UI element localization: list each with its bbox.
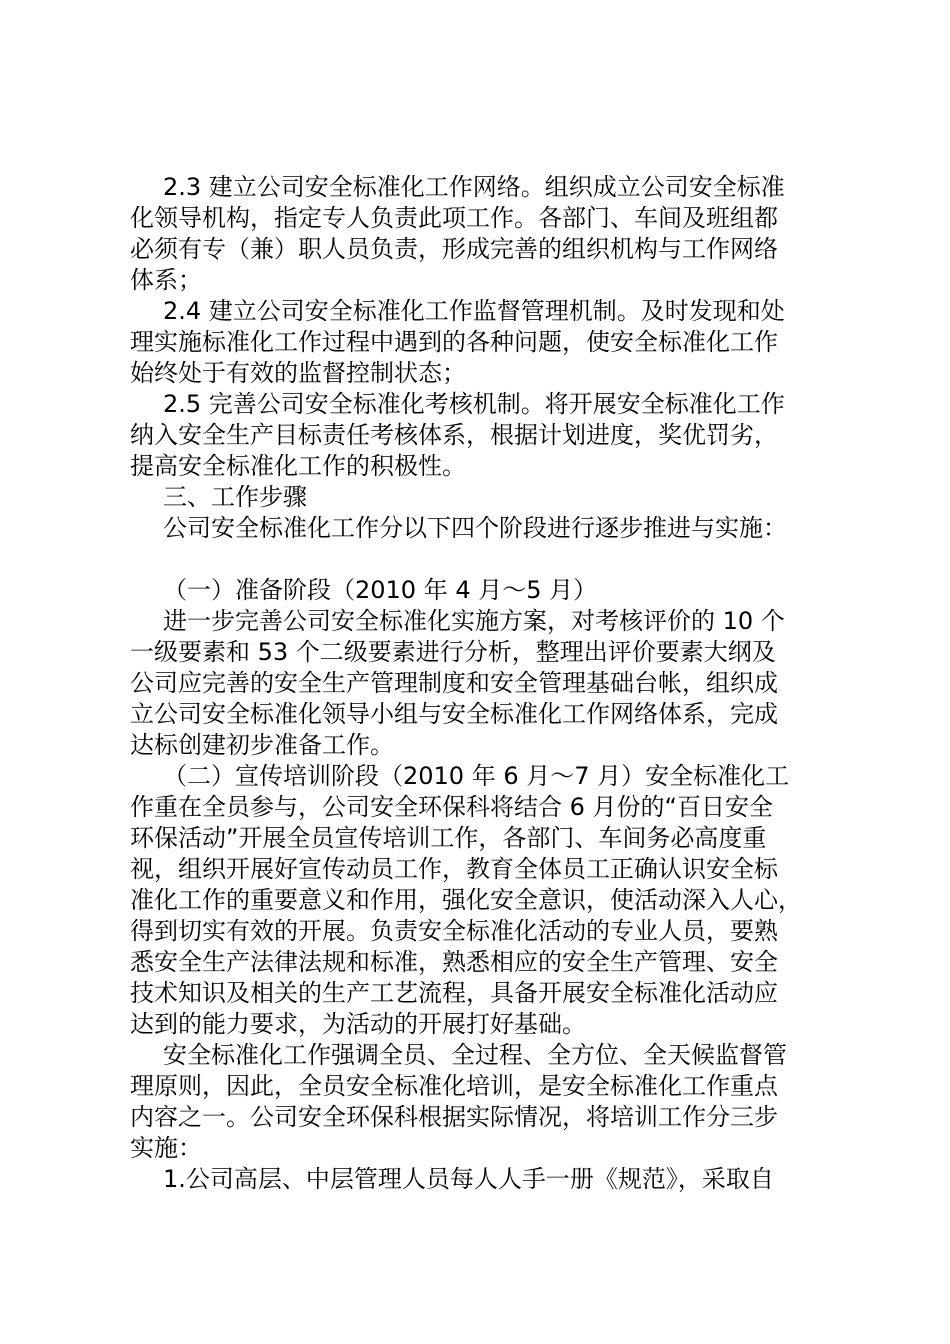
text-line: 纳入安全生产目标责任考核体系，根据计划进度，奖优罚劣， bbox=[130, 421, 778, 449]
text-line: 必须有专（兼）职人员负责，形成完善的组织机构与工作网络 bbox=[130, 235, 778, 263]
text-line: 内容之一。公司安全环保科根据实际情况，将培训工作分三步 bbox=[130, 1103, 778, 1131]
text-line: 安全标准化工作强调全员、全过程、全方位、全天候监督管 bbox=[163, 1041, 787, 1069]
text-line: 悉安全生产法律法规和标准，熟悉相应的安全生产管理、安全 bbox=[130, 948, 778, 976]
text-line: 2.4 建立公司安全标准化工作监督管理机制。及时发现和处 bbox=[163, 297, 785, 325]
text-line: 达到的能力要求，为活动的开展打好基础。 bbox=[130, 1010, 586, 1038]
text-line: 环保活动”开展全员宣传培训工作，各部门、车间务必高度重 bbox=[130, 824, 767, 852]
text-line: 得到切实有效的开展。负责安全标准化活动的专业人员，要熟 bbox=[130, 917, 778, 945]
text-line: 达标创建初步准备工作。 bbox=[130, 731, 394, 759]
text-line: 公司安全标准化工作分以下四个阶段进行逐步推进与实施： bbox=[163, 514, 787, 542]
text-line: 进一步完善公司安全标准化实施方案，对考核评价的 10 个 bbox=[163, 607, 785, 635]
text-line: （二）宣传培训阶段（2010 年 6 月～7 月）安全标准化工 bbox=[163, 762, 790, 790]
text-line: 体系； bbox=[130, 266, 202, 294]
text-line: 公司应完善的安全生产管理制度和安全管理基础台帐，组织成 bbox=[130, 669, 778, 697]
text-line: 2.5 完善公司安全标准化考核机制。将开展安全标准化工作 bbox=[163, 390, 785, 418]
text-line: 理原则，因此，全员安全标准化培训，是安全标准化工作重点 bbox=[130, 1072, 778, 1100]
text-line: 技术知识及相关的生产工艺流程，具备开展安全标准化活动应 bbox=[130, 979, 778, 1007]
text-line: 一级要素和 53 个二级要素进行分析，整理出评价要素大纲及 bbox=[130, 638, 776, 666]
text-line: 作重在全员参与，公司安全环保科将结合 6 月份的“百日安全 bbox=[130, 793, 773, 821]
text-line: （一）准备阶段（2010 年 4 月～5 月） bbox=[163, 576, 598, 604]
text-line: 提高安全标准化工作的积极性。 bbox=[130, 452, 466, 480]
text-line: 三、工作步骤 bbox=[163, 483, 307, 511]
document-page bbox=[130, 172, 830, 1195]
blank-line bbox=[130, 544, 830, 575]
text-line: 准化工作的重要意义和作用，强化安全意识，使活动深入人心， bbox=[130, 886, 802, 914]
text-line: 视，组织开展好宣传动员工作，教育全体员工正确认识安全标 bbox=[130, 855, 778, 883]
text-line: 1.公司高层、中层管理人员每人人手一册《规范》，采取自 bbox=[163, 1165, 774, 1193]
text-line: 理实施标准化工作过程中遇到的各种问题，使安全标准化工作 bbox=[130, 328, 778, 356]
text-line: 立公司安全标准化领导小组与安全标准化工作网络体系，完成 bbox=[130, 700, 778, 728]
text-line: 2.3 建立公司安全标准化工作网络。组织成立公司安全标准 bbox=[163, 173, 785, 201]
text-line: 实施： bbox=[130, 1134, 202, 1162]
text-line: 始终处于有效的监督控制状态； bbox=[130, 359, 466, 387]
text-line: 化领导机构，指定专人负责此项工作。各部门、车间及班组都 bbox=[130, 204, 778, 232]
